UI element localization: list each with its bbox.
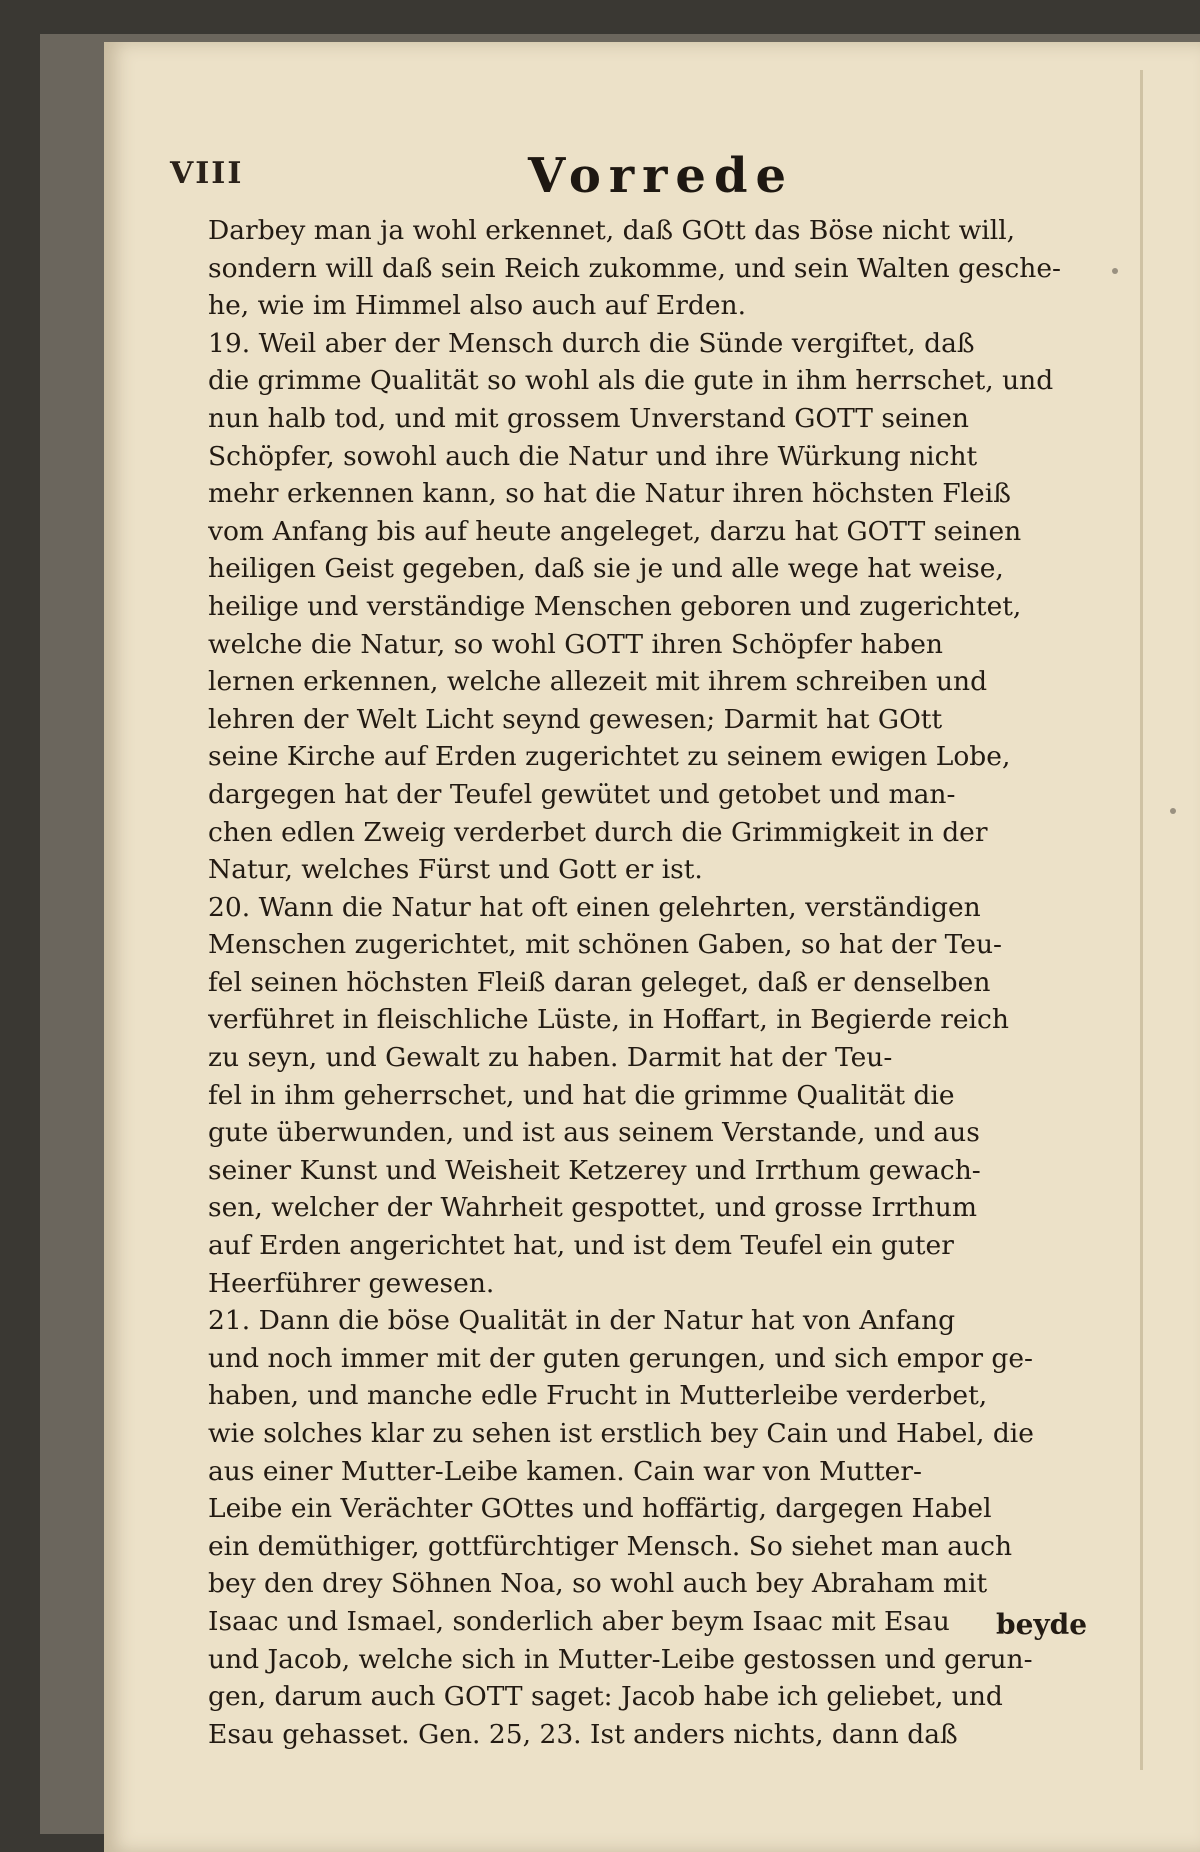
text-line: he, wie im Himmel also auch auf Erden.	[208, 290, 747, 322]
text-line: Darbey man ja wohl erkennet, daß GOtt das Böse nicht will,	[208, 215, 1016, 246]
catchword: beyde	[996, 1608, 1088, 1641]
text-line: und Jacob, welche sich in Mutter-Leibe gestossen und gerun-	[208, 1643, 1033, 1675]
text-line: die grimme Qualität so wohl als die gute in ihm herrschet, und	[208, 365, 1054, 397]
speck	[1170, 808, 1176, 814]
text-line: heiligen Geist gegeben, daß sie je und alle wege hat weise,	[208, 553, 1004, 585]
speck	[1112, 268, 1118, 274]
text-line: 20. Wann die Natur hat oft einen gelehrten, verständigen	[208, 891, 981, 923]
text-line: seiner Kunst und Weisheit Ketzerey und Irrthum gewach-	[208, 1154, 981, 1186]
text-line: welche die Natur, so wohl GOTT ihren Schöpfer haben	[208, 628, 943, 660]
text-line: Heerführer gewesen.	[208, 1267, 495, 1299]
text-line: fel in ihm geherrschet, und hat die grimme Qualität die	[208, 1079, 955, 1111]
page-header	[170, 148, 1070, 218]
text-line: aus einer Mutter-Leibe kamen. Cain war von Mutter-	[208, 1455, 922, 1487]
text-line: Isaac und Ismael, sonderlich aber beym Isaac mit Esau	[208, 1605, 950, 1637]
text-line: verführet in fleischliche Lüste, in Hoffart, in Begierde reich	[208, 1004, 1009, 1036]
text-line: Menschen zugerichtet, mit schönen Gaben, so hat der Teu-	[208, 929, 1003, 961]
text-line: vom Anfang bis auf heute angeleget, darzu hat GOTT seinen	[208, 515, 1022, 547]
text-line: dargegen hat der Teufel gewütet und getobet und man-	[208, 778, 956, 810]
running-head: Vorrede	[528, 148, 795, 204]
text-line: wie solches klar zu sehen ist erstlich bey Cain und Habel, die	[208, 1418, 1034, 1449]
text-line: seine Kirche auf Erden zugerichtet zu seinem ewigen Lobe,	[208, 741, 1011, 773]
page-edge	[1140, 70, 1143, 1770]
text-line: haben, und manche edle Frucht in Mutterleibe verderbet,	[208, 1380, 988, 1412]
text-line: gute überwunden, und ist aus seinem Verstande, und aus	[208, 1117, 980, 1149]
text-line: bey den drey Söhnen Noa, so wohl auch bey Abraham mit	[208, 1568, 988, 1600]
text-line: mehr erkennen kann, so hat die Natur ihren höchsten Fleiß	[208, 478, 1011, 510]
text-line: Natur, welches Fürst und Gott er ist.	[208, 854, 703, 886]
text-line: Schöpfer, sowohl auch die Natur und ihre Würkung nicht	[208, 440, 978, 472]
text-line: nun halb tod, und mit grossem Unverstand GOTT seinen	[208, 402, 969, 434]
text-line: fel seinen höchsten Fleiß daran geleget, daß er denselben	[208, 966, 991, 998]
page-number: VIII	[170, 156, 244, 191]
text-line: chen edlen Zweig verderbet durch die Grimmigkeit in der	[208, 816, 988, 848]
text-line: sen, welcher der Wahrheit gespottet, und grosse Irrthum	[208, 1192, 977, 1224]
text-line: sondern will daß sein Reich zukomme, und sein Walten gesche-	[208, 252, 1061, 284]
text-line: lehren der Welt Licht seynd gewesen; Darmit hat GOtt	[208, 703, 943, 735]
text-line: ein demüthiger, gottfürchtiger Mensch. So siehet man auch	[208, 1530, 1013, 1562]
text-line: gen, darum auch GOTT saget: Jacob habe ich geliebet, und	[208, 1681, 1003, 1713]
body-text	[208, 212, 1070, 1753]
text-line: zu seyn, und Gewalt zu haben. Darmit hat der Teu-	[208, 1042, 893, 1074]
text-line: heilige und verständige Menschen geboren und zugerichtet,	[208, 590, 1022, 622]
text-line: Leibe ein Verächter GOttes und hoffärtig, dargegen Habel	[208, 1493, 992, 1525]
text-line: auf Erden angerichtet hat, und ist dem Teufel ein guter	[208, 1230, 954, 1262]
text-line: 19. Weil aber der Mensch durch die Sünde vergiftet, daß	[208, 327, 975, 359]
text-line: und noch immer mit der guten gerungen, und sich empor ge-	[208, 1342, 1034, 1374]
text-line: lernen erkennen, welche allezeit mit ihrem schreiben und	[208, 666, 988, 698]
text-line: Esau gehasset. Gen. 25, 23. Ist anders nichts, dann daß	[208, 1718, 958, 1750]
text-line: 21. Dann die böse Qualität in der Natur hat von Anfang	[208, 1305, 956, 1337]
